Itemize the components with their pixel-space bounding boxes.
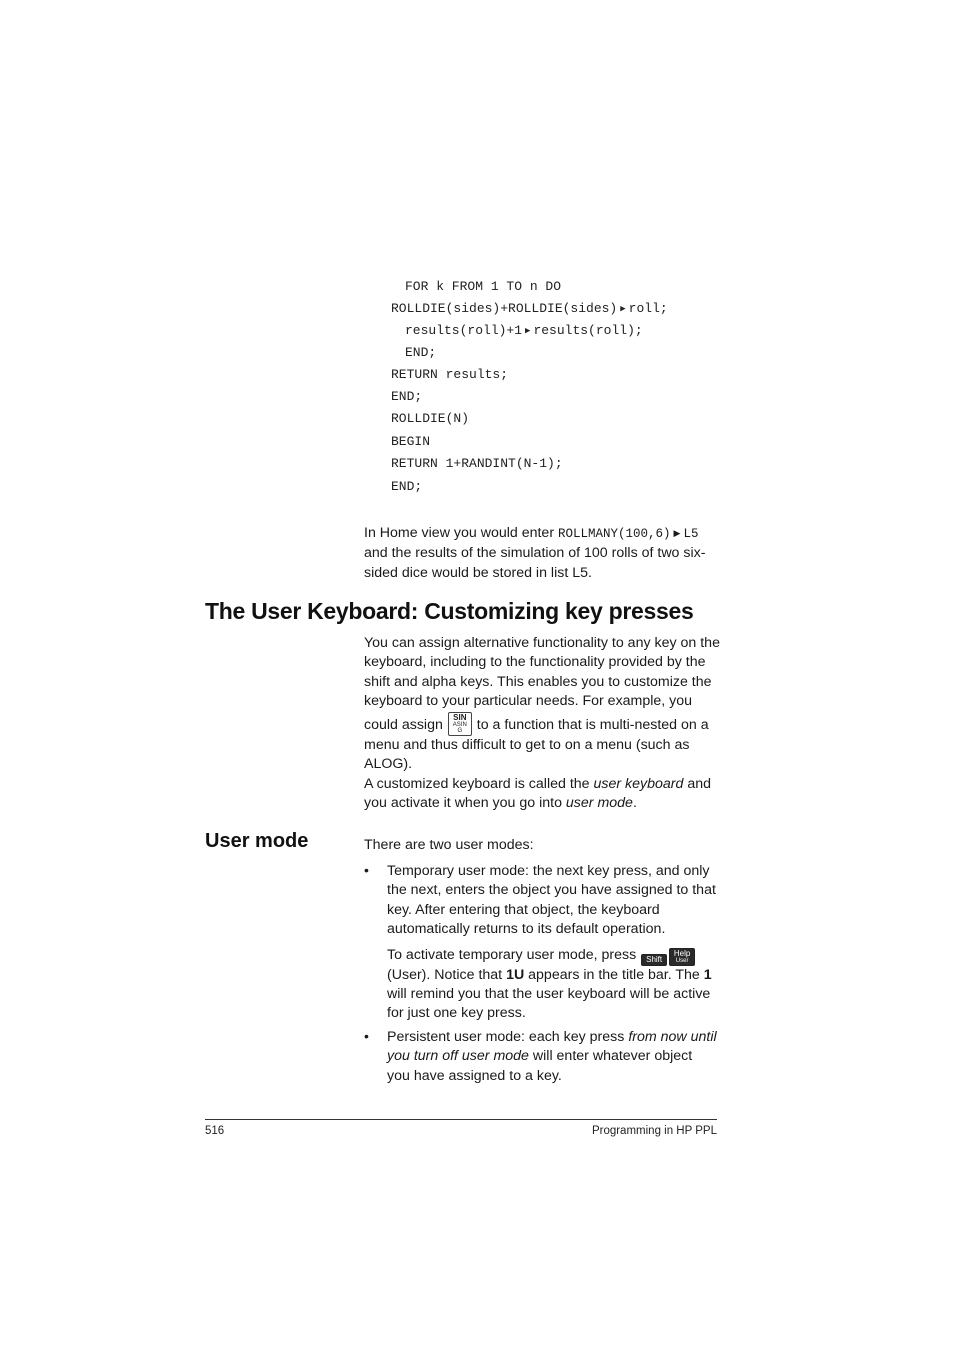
side-heading: User mode: [205, 830, 309, 852]
store-arrow-icon: ▶: [525, 326, 531, 336]
store-arrow-icon: ▶: [673, 528, 681, 538]
code-line: results(roll)+1 ▶ results(roll);: [405, 323, 643, 338]
bullet-persistent-mode: Persistent user mode: each key press from now until you turn off user mode will enter whatever object you have assigned to a key.: [387, 1029, 717, 1084]
code-line: ROLLDIE(sides)+ROLLDIE(sides) ▶ roll;: [391, 301, 668, 316]
intro-paragraph: In Home view you would enter ROLLMANY(100,6) ▶ L5 and the results of the simulation of 100 rolls of two six-sided dice would be stored in list L5.: [364, 525, 706, 581]
paragraph-user-keyboard: A customized keyboard is called the user keyboard and you activate it when you go into user mode.: [364, 776, 712, 812]
code-line: RETURN results;: [391, 367, 509, 382]
help-key-icon: Help User: [669, 948, 695, 966]
code-line: FOR k FROM 1 TO n DO: [405, 279, 562, 294]
section-title: The User Keyboard: Customizing key presses: [205, 598, 694, 624]
code-line: END;: [391, 389, 423, 404]
code-line: RETURN 1+RANDINT(N-1);: [391, 456, 563, 471]
paragraph-assign: You can assign alternative functionality to any key on the keyboard, including to the functionality provided by the shift and alpha keys. This enables you to customize the keyboard to your particular needs. For example, you could assign SIN ASIN G to a function that is multi-nested on a menu and thus difficult to get to on a menu (such as ALOG).: [364, 635, 720, 773]
bullet-temporary-mode: Temporary user mode: the next key press, and only the next, enters the object you have assigned to that key. After entering that object, the keyboard automatically returns to its default operation. To activate temporary user mode, press Shift Help User (User). Notice that 1U appears in the title bar. The 1 will remind you that the user keyboard will be active for just one key press.: [387, 863, 716, 1022]
store-arrow-icon: ▶: [620, 304, 626, 314]
bullet-icon: •: [364, 862, 369, 878]
footer-divider: [205, 1119, 717, 1120]
user-modes-intro: There are two user modes:: [364, 837, 534, 853]
bullet-icon: •: [364, 1028, 369, 1044]
chapter-title: Programming in HP PPL: [591, 1125, 717, 1137]
code-line: END;: [405, 345, 437, 360]
shift-key-icon: Shift: [641, 954, 667, 966]
code-line: BEGIN: [391, 434, 431, 449]
sin-key-icon: SIN ASIN G: [448, 712, 472, 736]
page-number: 516: [205, 1125, 225, 1137]
code-line: ROLLDIE(N): [391, 411, 470, 426]
code-line: END;: [391, 479, 423, 494]
